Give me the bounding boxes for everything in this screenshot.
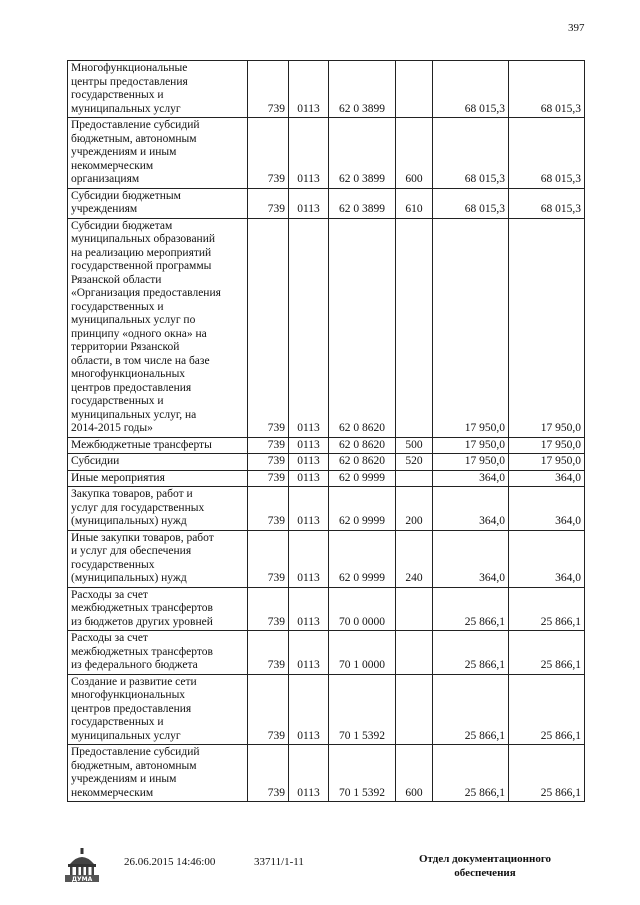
sum-total-cell: 364,0 xyxy=(509,530,585,587)
item-name-cell xyxy=(68,437,248,454)
target-article-cell: 62 0 9999 xyxy=(329,470,396,487)
sum-total-cell: 25 866,1 xyxy=(509,745,585,802)
ved-cell: 739 xyxy=(248,530,289,587)
expense-type-cell: 600 xyxy=(396,118,433,189)
item-name-line: государственных и xyxy=(71,300,164,313)
section-cell: 0113 xyxy=(289,218,329,437)
item-name-line: бюджетным, автономным xyxy=(71,132,197,145)
item-name-line: многофункциональных xyxy=(71,368,186,380)
item-name-line: государственных и xyxy=(71,89,164,101)
item-name-line: некоммерческим xyxy=(71,786,154,799)
target-article-cell: 62 0 9999 xyxy=(329,487,396,531)
item-name-line: организациям xyxy=(71,173,140,185)
item-name-line: Субсидии xyxy=(71,455,120,467)
table-row xyxy=(68,218,585,437)
item-name-cell xyxy=(68,487,248,531)
section-cell: 0113 xyxy=(289,745,329,802)
sum-total-cell: 17 950,0 xyxy=(509,437,585,454)
section-cell: 0113 xyxy=(289,470,329,487)
section-cell: 0113 xyxy=(289,674,329,745)
target-article-cell: 62 0 8620 xyxy=(329,437,396,454)
sum-2015-cell: 25 866,1 xyxy=(433,745,509,802)
item-name-line: государственных и xyxy=(71,716,164,728)
section-cell: 0113 xyxy=(289,487,329,531)
item-name-line: Иные мероприятия xyxy=(71,471,165,484)
table-row xyxy=(68,454,585,471)
table-row xyxy=(68,674,585,745)
item-name-cell xyxy=(68,218,248,437)
item-name-line: учреждениям xyxy=(71,203,138,215)
target-article-cell: 62 0 3899 xyxy=(329,118,396,189)
section-cell: 0113 xyxy=(289,437,329,454)
sum-total-cell: 25 866,1 xyxy=(509,631,585,675)
item-name-line: и услуг для обеспечения xyxy=(71,545,192,557)
sum-total-cell: 68 015,3 xyxy=(509,188,585,218)
expense-type-cell: 610 xyxy=(396,188,433,218)
item-name-line: муниципальных услуг по xyxy=(71,314,196,326)
expense-type-cell xyxy=(396,674,433,745)
item-name-line: муниципальных услуг xyxy=(71,102,181,115)
item-name-line: учреждениям и иным xyxy=(71,773,177,785)
section-cell: 0113 xyxy=(289,530,329,587)
item-name-line: территории Рязанской xyxy=(71,341,180,353)
duma-building-logo-icon xyxy=(62,846,102,884)
table-row xyxy=(68,470,585,487)
expense-type-cell xyxy=(396,631,433,675)
ved-cell: 739 xyxy=(248,437,289,454)
sum-total-cell: 364,0 xyxy=(509,470,585,487)
footer-document-code: 33711/1-11 xyxy=(254,856,304,868)
item-name-line: из бюджетов других уровней xyxy=(71,615,213,628)
item-name-line: (муниципальных) нужд xyxy=(71,572,187,584)
table-row xyxy=(68,437,585,454)
target-article-cell: 70 1 5392 xyxy=(329,745,396,802)
item-name-line: государственных и xyxy=(71,395,164,407)
item-name-line: Закупка товаров, работ и xyxy=(71,488,193,500)
ved-cell: 739 xyxy=(248,118,289,189)
item-name-cell xyxy=(68,631,248,675)
sum-total-cell: 68 015,3 xyxy=(509,118,585,189)
item-name-line: учреждениям и иным xyxy=(71,146,177,158)
budget-table-body xyxy=(68,61,585,802)
item-name-line: Многофункциональные xyxy=(71,62,188,74)
expense-type-cell xyxy=(396,470,433,487)
item-name-line: 2014-2015 годы» xyxy=(71,422,153,434)
sum-2015-cell: 25 866,1 xyxy=(433,631,509,675)
item-name-line: центры предоставления xyxy=(71,75,188,88)
sum-total-cell: 25 866,1 xyxy=(509,674,585,745)
ved-cell: 739 xyxy=(248,631,289,675)
section-cell: 0113 xyxy=(289,61,329,118)
item-name-line: некоммерческим xyxy=(71,159,154,172)
table-row xyxy=(68,745,585,802)
item-name-cell xyxy=(68,530,248,587)
target-article-cell: 70 1 0000 xyxy=(329,631,396,675)
sum-total-cell: 17 950,0 xyxy=(509,218,585,437)
section-cell: 0113 xyxy=(289,631,329,675)
item-name-cell xyxy=(68,454,248,471)
target-article-cell: 70 0 0000 xyxy=(329,587,396,631)
expense-type-cell: 240 xyxy=(396,530,433,587)
item-name-line: области, в том числе на базе xyxy=(71,354,210,367)
item-name-line: на реализацию мероприятий xyxy=(71,246,212,259)
table-row xyxy=(68,61,585,118)
section-cell: 0113 xyxy=(289,587,329,631)
sum-2015-cell: 364,0 xyxy=(433,470,509,487)
item-name-line: государственных xyxy=(71,558,155,571)
ved-cell: 739 xyxy=(248,674,289,745)
expense-type-cell xyxy=(396,587,433,631)
table-row xyxy=(68,487,585,531)
item-name-line: Расходы за счет xyxy=(71,588,148,601)
ved-cell: 739 xyxy=(248,61,289,118)
ved-cell: 739 xyxy=(248,487,289,531)
target-article-cell: 62 0 8620 xyxy=(329,454,396,471)
sum-2015-cell: 25 866,1 xyxy=(433,587,509,631)
sum-2015-cell: 68 015,3 xyxy=(433,61,509,118)
table-row xyxy=(68,188,585,218)
item-name-line: Рязанской области xyxy=(71,273,162,286)
expense-type-cell: 200 xyxy=(396,487,433,531)
item-name-cell xyxy=(68,745,248,802)
table-row xyxy=(68,118,585,189)
ved-cell: 739 xyxy=(248,470,289,487)
item-name-line: Иные закупки товаров, работ xyxy=(71,531,214,544)
item-name-cell xyxy=(68,61,248,118)
item-name-line: межбюджетных трансфертов xyxy=(71,645,213,658)
item-name-cell xyxy=(68,118,248,189)
target-article-cell: 62 0 3899 xyxy=(329,188,396,218)
sum-2015-cell: 364,0 xyxy=(433,530,509,587)
sum-2015-cell: 17 950,0 xyxy=(433,454,509,471)
item-name-line: из федерального бюджета xyxy=(71,659,198,671)
ved-cell: 739 xyxy=(248,188,289,218)
item-name-line: Межбюджетные трансферты xyxy=(71,438,212,451)
item-name-line: межбюджетных трансфертов xyxy=(71,602,213,614)
ved-cell: 739 xyxy=(248,218,289,437)
item-name-line: «Организация предоставления xyxy=(71,287,221,299)
item-name-line: услуг для государственных xyxy=(71,501,205,514)
section-cell: 0113 xyxy=(289,118,329,189)
section-cell: 0113 xyxy=(289,454,329,471)
item-name-line: центров предоставления xyxy=(71,702,192,715)
item-name-line: муниципальных образований xyxy=(71,233,216,245)
target-article-cell: 62 0 3899 xyxy=(329,61,396,118)
sum-total-cell: 25 866,1 xyxy=(509,587,585,631)
sum-2015-cell: 17 950,0 xyxy=(433,218,509,437)
item-name-line: государственной программы xyxy=(71,260,212,272)
item-name-line: центров предоставления xyxy=(71,381,192,394)
sum-2015-cell: 364,0 xyxy=(433,487,509,531)
item-name-line: Предоставление субсидий xyxy=(71,119,200,131)
footer-department: Отдел документационного обеспечения xyxy=(418,853,552,879)
expense-type-cell xyxy=(396,61,433,118)
table-row xyxy=(68,631,585,675)
item-name-line: (муниципальных) нужд xyxy=(71,515,187,527)
item-name-line: бюджетным, автономным xyxy=(71,759,197,772)
logo-text: ДУМА xyxy=(71,876,93,883)
expense-type-cell: 520 xyxy=(396,454,433,471)
item-name-line: Субсидии бюджетным xyxy=(71,189,181,202)
ved-cell: 739 xyxy=(248,745,289,802)
ved-cell: 739 xyxy=(248,587,289,631)
page-number: 397 xyxy=(568,22,585,34)
item-name-cell xyxy=(68,188,248,218)
item-name-line: Расходы за счет xyxy=(71,632,148,644)
expense-type-cell xyxy=(396,218,433,437)
expense-type-cell: 600 xyxy=(396,745,433,802)
item-name-cell xyxy=(68,470,248,487)
sum-2015-cell: 17 950,0 xyxy=(433,437,509,454)
sum-total-cell: 68 015,3 xyxy=(509,61,585,118)
item-name-line: Предоставление субсидий xyxy=(71,746,200,758)
item-name-line: Создание и развитие сети xyxy=(71,675,197,688)
item-name-cell xyxy=(68,674,248,745)
item-name-line: многофункциональных xyxy=(71,689,186,701)
expense-type-cell: 500 xyxy=(396,437,433,454)
item-name-cell xyxy=(68,587,248,631)
sum-total-cell: 364,0 xyxy=(509,487,585,531)
sum-2015-cell: 68 015,3 xyxy=(433,188,509,218)
target-article-cell: 70 1 5392 xyxy=(329,674,396,745)
target-article-cell: 62 0 8620 xyxy=(329,218,396,437)
item-name-line: муниципальных услуг, на xyxy=(71,408,197,421)
ved-cell: 739 xyxy=(248,454,289,471)
item-name-line: принципу «одного окна» на xyxy=(71,327,207,340)
target-article-cell: 62 0 9999 xyxy=(329,530,396,587)
table-row xyxy=(68,530,585,587)
footer-date: 26.06.2015 14:46:00 xyxy=(124,856,216,868)
budget-table xyxy=(67,60,585,802)
sum-2015-cell: 68 015,3 xyxy=(433,118,509,189)
item-name-line: муниципальных услуг xyxy=(71,729,181,742)
sum-2015-cell: 25 866,1 xyxy=(433,674,509,745)
sum-total-cell: 17 950,0 xyxy=(509,454,585,471)
table-row xyxy=(68,587,585,631)
item-name-line: Субсидии бюджетам xyxy=(71,219,173,232)
section-cell: 0113 xyxy=(289,188,329,218)
